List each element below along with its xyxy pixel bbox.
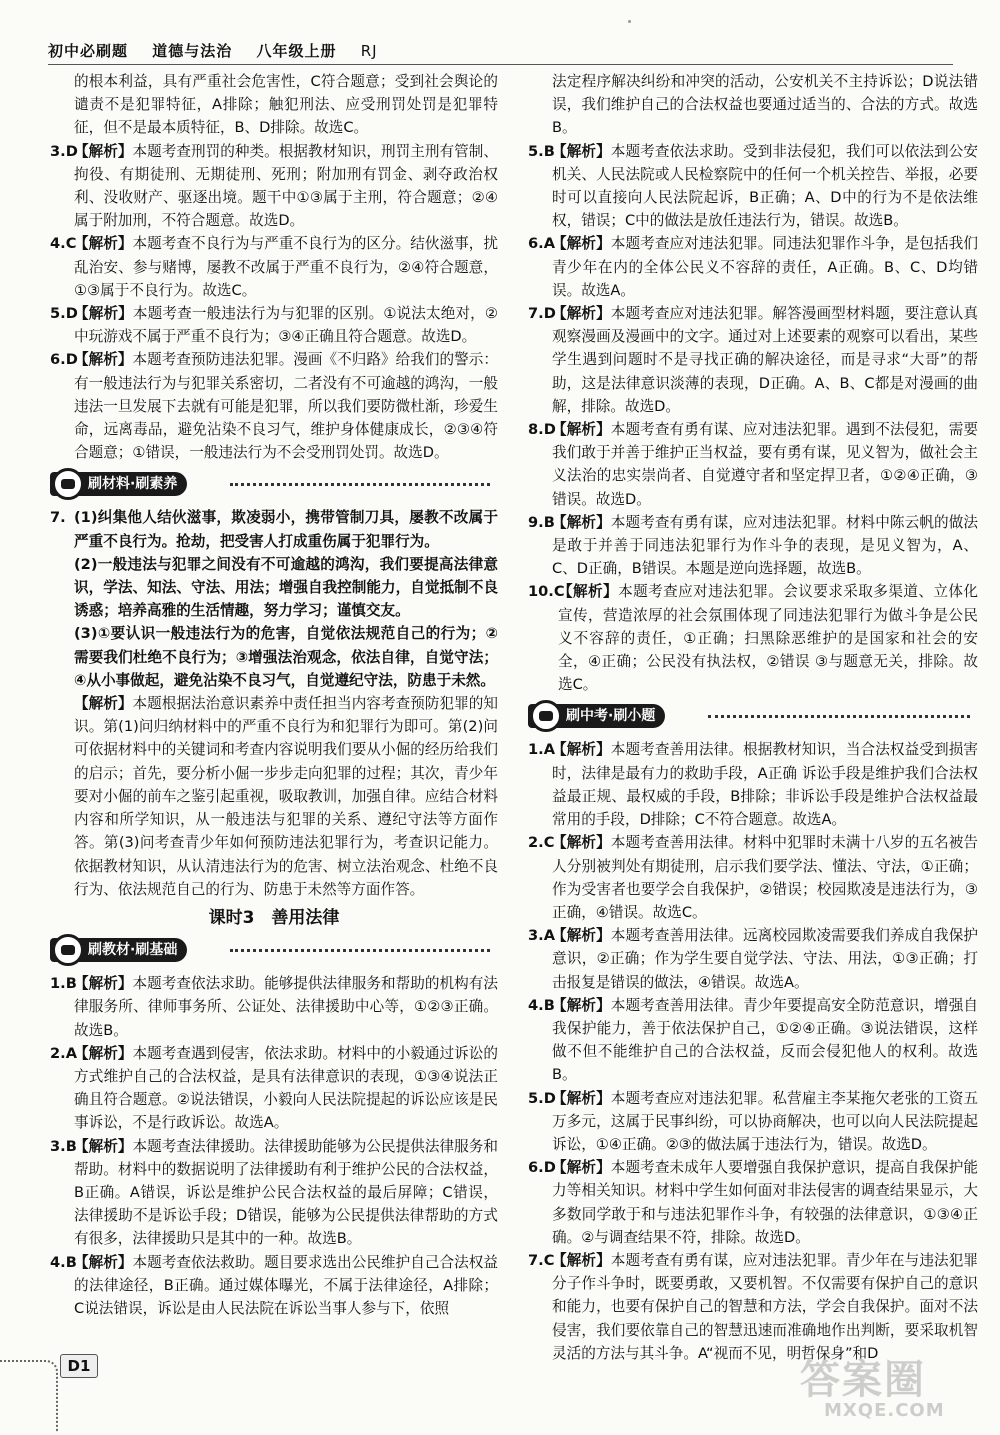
- q7-part-3: (3)①要认识一般违法行为的危害，自觉依法规范自己的行为；②需要我们杜绝不良行为；③增强法治观念，依法自律，自觉守法；④从小事做起，避免沾染不良习气，自觉遵纪守法，防患于未然。: [74, 625, 498, 689]
- answer-text: 本题考查依法求助。能够提供法律服务和帮助的机构有法律服务所、律师事务所、公证处、法律援助中心等，①②③正确。故选B。: [74, 975, 498, 1039]
- watermark-sub: MXQE.COM: [824, 1400, 945, 1421]
- q7-part-2: (2)一般违法与犯罪之间没有不可逾越的鸿沟，我们要提高法律意识，学法、知法、守法、用法；增强自我控制能力，自觉抵制不良诱惑；培养高雅的生活情趣，努力学习；谨慎交友。: [74, 555, 498, 620]
- analysis-tag: 【解析】: [552, 305, 611, 323]
- page-header: [48, 40, 488, 66]
- left-column: [50, 70, 498, 1320]
- banner-label: 刷教材·刷基础: [50, 938, 187, 962]
- continued-text: 法定程序解决纠纷和冲突的活动，公安机关不主持诉讼；D说法错误，我们维护自己的合法权益也要通过适当的、合法的方式。故选B。: [552, 73, 978, 137]
- answer-item: [528, 418, 978, 511]
- answer-text: 本题考查应对违法犯罪。会议要求采取多渠道、立体化宣传，营造浓厚的社会氛围体现了同违法犯罪行为做斗争是公民义不容辞的责任，①正确；扫黑除恶维护的是国家和社会的安全，④正确；公民没有执法权，②错误 ③与题意无关，排除。故选C。: [558, 583, 978, 694]
- answer-item: [528, 924, 978, 994]
- answer-item: [50, 1135, 498, 1251]
- answer-item: [528, 738, 978, 831]
- answer-number: 7.: [50, 509, 66, 527]
- answer-number: 7.C: [528, 1251, 555, 1269]
- answer-number: 3.B: [50, 1137, 77, 1155]
- answer-text: 本题考查有勇有谋、应对违法犯罪。遇到不法侵犯，需要我们敢于并善于维护正当权益，要有勇有谋，见义智为，做社会主义法治的忠实崇尚者、自觉遵守者和坚定捍卫者，①②④正确，③错误。故选D。: [552, 421, 978, 508]
- answer-number: 6.D: [528, 1159, 556, 1177]
- answer-item: [528, 1087, 978, 1157]
- analysis-tag: 【解析】: [558, 583, 619, 601]
- answer-number: 5.D: [528, 1089, 556, 1107]
- analysis-tag: 【解析】: [552, 1089, 611, 1107]
- banner-dots: [708, 715, 970, 718]
- analysis-tag: 【解析】: [552, 834, 611, 852]
- answer-number: 2.C: [528, 834, 555, 852]
- answer-item: [50, 232, 498, 302]
- answer-item: [528, 994, 978, 1087]
- analysis-tag: 【解析】: [74, 975, 133, 993]
- header-subject: 道德与法治: [152, 42, 233, 60]
- answer-number: 3.A: [528, 927, 555, 945]
- q7-part-1: (1)纠集他人结伙滋事，欺凌弱小，携带管制刀具，屡教不改属于严重不良行为。抢劫，把受害人打成重伤属于犯罪行为。: [74, 509, 498, 550]
- answer-item: [50, 1042, 498, 1135]
- q7-analysis-text: 本题根据法治意识素养中责任担当内容考查预防犯罪的知识。第(1)问归纳材料中的严重不良行为和犯罪行为即可。第(2)问可依据材料中的关键词和考查内容说明我们要从小倔的经历给我们的启示；首先，要分析小倔一步步走向犯罪的过程；其次，青少年要对小倔的前车之鉴引起重视，吸取教训，加强自律。应结合材料内容和所学知识，从一般违法与犯罪的关系、遵纪守法等方面作答。第(3)问考查青少年如何预防违法犯罪行为，考查识记能力。依据教材知识，从认清违法行为的危害、树立法治观念、杜绝不良行为、依法规范自己的行为、防患于未然等方面作答。: [74, 695, 498, 898]
- banner-label: 刷中考·刷小题: [528, 704, 665, 728]
- watermark-main: 答案圈: [800, 1357, 926, 1403]
- answer-number: 4.C: [50, 235, 77, 253]
- answer-number: 8.D: [528, 421, 556, 439]
- answer-item: [528, 831, 978, 924]
- analysis-tag: 【解析】: [74, 695, 133, 713]
- header-edition: RJ: [360, 42, 378, 60]
- analysis-tag: 【解析】: [74, 142, 133, 160]
- answer-number: 5.D: [50, 305, 78, 323]
- answer-text: 本题考查善用法律。根据教材知识，当合法权益受到损害时，法律是最有力的救助手段，A正确 诉讼手段是维护我们合法权益最正规、最权威的手段，B排除；非诉讼手段是维护合法权益最常用的手段，D排除；C不符合题意。故选A。: [552, 741, 978, 829]
- banner-dots: [230, 483, 490, 486]
- banner-logo-icon: [52, 934, 84, 966]
- answer-item: [50, 140, 498, 233]
- answer-item: [528, 580, 978, 696]
- continued-text: 的根本利益，具有严重社会危害性，C符合题意；受到社会舆论的谴责不是犯罪特征，A排除；触犯刑法、应受刑罚处罚是犯罪特征，但不是最本质特征，B、D排除。故选C。: [74, 73, 498, 137]
- analysis-tag: 【解析】: [74, 235, 133, 253]
- answer-text: 本题考查依法求助。受到非法侵犯，我们可以依法到公安机关、人民法院或人民检察院中的任何一个机关控告、举报，必要时可以直接向人民法院起诉，B正确；A、D中的行为不是依法维权，错误；C中的做法是放任违法行为，错误。故选B。: [552, 142, 978, 230]
- header-grade: 八年级上册: [256, 42, 337, 60]
- right-column: [528, 70, 978, 1365]
- answer-item: [528, 232, 978, 302]
- q7-analysis: [74, 692, 498, 901]
- answer-text: 本题考查善用法律。远离校园欺凌需要我们养成自我保护意识，②正确；作为学生要自觉学法、守法、用法，①③正确；打击报复是错误的做法，④错误。故选A。: [552, 927, 978, 991]
- answer-text: 本题考查预防违法犯罪。漫画《不归路》给我们的警示：有一般违法行为与犯罪关系密切，二者没有不可逾越的鸿沟，一般违法一旦发展下去就有可能是犯罪，所以我们要防微杜渐，珍爱生命，远离毒品，避免沾染不良习气，维护身体健康成长，②③④符合题意；①错误，一般违法行为不会受刑罚处罚。故选D。: [74, 351, 498, 462]
- answer-item: [50, 972, 498, 1042]
- analysis-tag: 【解析】: [74, 1044, 133, 1062]
- section-banner-materials: [50, 468, 498, 502]
- analysis-tag: 【解析】: [74, 1137, 133, 1155]
- answer-text: 本题考查有勇有谋，应对违法犯罪。青少年在与违法犯罪分子作斗争时，既要勇敢，又要机智。不仅需要有保护自己的意识和能力，也要有保护自己的智慧和方法，学会自我保护。面对不法侵害，我们要依靠自己的智慧迅速而准确地作出判断，要采取机智灵活的方法与其斗争。A“视而不见，明哲保身”和D: [552, 1251, 978, 1362]
- analysis-tag: 【解析】: [552, 1251, 611, 1269]
- answer-item: [528, 302, 978, 418]
- analysis-tag: 【解析】: [552, 235, 611, 253]
- answer-text: 本题考查刑罚的种类。根据教材知识，刑罚主刑有管制、拘役、有期徒刑、无期徒刑、死刑；附加刑有罚金、剥夺政治权利、没收财产、驱逐出境。题干中①③属于主刑，符合题意；②④属于附加刑，不符合题意。故选D。: [74, 142, 498, 230]
- answer-text: 本题考查依法救助。题目要求选出公民维护自己合法权益的法律途径，B正确。通过媒体曝光，不属于法律途径，A排除；C说法错误，诉讼是由人民法院在诉讼当事人参与下，依照: [74, 1253, 498, 1317]
- lesson-title: 课时3 善用法律: [208, 907, 340, 928]
- section-banner-textbook: [50, 934, 498, 968]
- analysis-tag: 【解析】: [552, 1159, 611, 1177]
- banner-label: 刷材料·刷素养: [50, 472, 187, 496]
- answer-text: 本题考查应对违法犯罪。私营雇主李某拖欠老张的工资五万多元，这属于民事纠纷，可以协商解决，也可以向人民法院提起诉讼，①④正确。②③的做法属于违法行为，错误。故选D。: [552, 1089, 978, 1153]
- page-number: D1: [60, 1354, 98, 1378]
- answer-text: 本题考查善用法律。材料中犯罪时未满十八岁的五名被告人分别被判处有期徒刑，启示我们要学法、懂法、守法，①正确；作为受害者也要学会自我保护，②错误；校园欺凌是违法行为，③正确，④错误。故选C。: [552, 834, 978, 921]
- answer-item: [528, 511, 978, 581]
- answer-number: 9.B: [528, 513, 555, 531]
- answer-number: 2.A: [50, 1044, 77, 1062]
- analysis-tag: 【解析】: [74, 305, 133, 323]
- answer-number: 4.B: [50, 1253, 77, 1271]
- analysis-tag: 【解析】: [552, 927, 611, 945]
- answer-number: 1.A: [528, 741, 555, 759]
- analysis-tag: 【解析】: [552, 996, 611, 1014]
- answer-item: [50, 348, 498, 464]
- answer-item: [528, 1156, 978, 1249]
- answer-number: 4.B: [528, 996, 555, 1014]
- watermark-logo: [800, 1348, 970, 1428]
- section-banner-exam: [528, 700, 978, 734]
- top-dot: [628, 20, 631, 23]
- corner-decoration: [0, 1360, 58, 1432]
- answer-number: 7.D: [528, 305, 556, 323]
- answer-text: 本题考查不良行为与严重不良行为的区分。结伙滋事，扰乱治安、参与赌博，屡教不改属于严重不良行为，②④符合题意，①③属于不良行为。故选C。: [74, 235, 498, 299]
- answer-number: 6.A: [528, 235, 555, 253]
- answer-text: 本题考查善用法律。青少年要提高安全防范意识，增强自我保护能力，善于依法保护自己，①②④正确。③说法错误，这样做不但不能维护自己的合法权益，反而会侵犯他人的权利。故选B。: [552, 996, 978, 1084]
- answer-item: [50, 1251, 498, 1321]
- answer-text: 本题考查有勇有谋，应对违法犯罪。材料中陈云帆的做法是敢于并善于同违法犯罪行为作斗争的表现，是见义智为，A、C、D正确，B错误。本题是逆向选择题，故选B。: [552, 513, 978, 578]
- answer-text: 本题考查应对违法犯罪。同违法犯罪作斗争，是包括我们青少年在内的全体公民义不容辞的责任，A正确。B、C、D均错误。故选A。: [552, 235, 978, 299]
- header-rule: [48, 64, 953, 65]
- answer-number: 10.C: [528, 583, 565, 601]
- answer-number: 6.D: [50, 351, 78, 369]
- answer-item-q7: [50, 506, 498, 900]
- answer-text: 本题考查应对违法犯罪。解答漫画型材料题，要注意认真观察漫画及漫画中的文字。通过对上述要素的观察可以看出，某些学生遇到问题时不是寻找正确的解决途径，而是寻求“大哥”的帮助，这是法律意识淡薄的表现，D正确。A、B、C都是对漫画的曲解，排除。故选D。: [552, 305, 978, 415]
- analysis-tag: 【解析】: [552, 142, 611, 160]
- analysis-tag: 【解析】: [552, 421, 611, 439]
- banner-dots: [230, 949, 490, 952]
- answer-text: 本题考查未成年人要增强自我保护意识，提高自我保护能力等相关知识。材料中学生如何面对非法侵害的调查结果显示，大多数同学敢于和与违法犯罪作斗争，有较强的法律意识，①③④正确。②与调查结果不符，排除。故选D。: [552, 1159, 978, 1246]
- analysis-tag: 【解析】: [74, 1253, 133, 1271]
- answer-text: 本题考查一般违法行为与犯罪的区别。①说法太绝对，②中玩游戏不属于严重不良行为；③④正确且符合题意。故选D。: [74, 305, 498, 346]
- answer-number: 1.B: [50, 975, 77, 993]
- answer-item: [528, 140, 978, 233]
- answer-text: 本题考查遇到侵害，依法求助。材料中的小毅通过诉讼的方式维护自己的合法权益，是具有法律意识的表现，①③④说法正确且符合题意。②说法错误，小毅向人民法院提起的诉讼应该是民事诉讼，不是行政诉讼。故选A。: [74, 1044, 498, 1132]
- analysis-tag: 【解析】: [74, 351, 133, 369]
- header-book: 初中必刷题: [48, 42, 129, 60]
- analysis-tag: 【解析】: [552, 513, 611, 531]
- analysis-tag: 【解析】: [552, 741, 611, 759]
- answer-number: 5.B: [528, 142, 555, 160]
- answer-text: 本题考查法律援助。法律援助能够为公民提供法律服务和帮助。材料中的数据说明了法律援助有利于维护公民的合法权益，B正确。A错误，诉讼是维护公民合法权益的最后屏障；C错误，法律援助不是诉讼手段；D错误，能够为公民提供法律帮助的方式有很多，法律援助只是其中的一种。故选B。: [74, 1137, 498, 1248]
- answer-number: 3.D: [50, 142, 78, 160]
- answer-item: [50, 302, 498, 348]
